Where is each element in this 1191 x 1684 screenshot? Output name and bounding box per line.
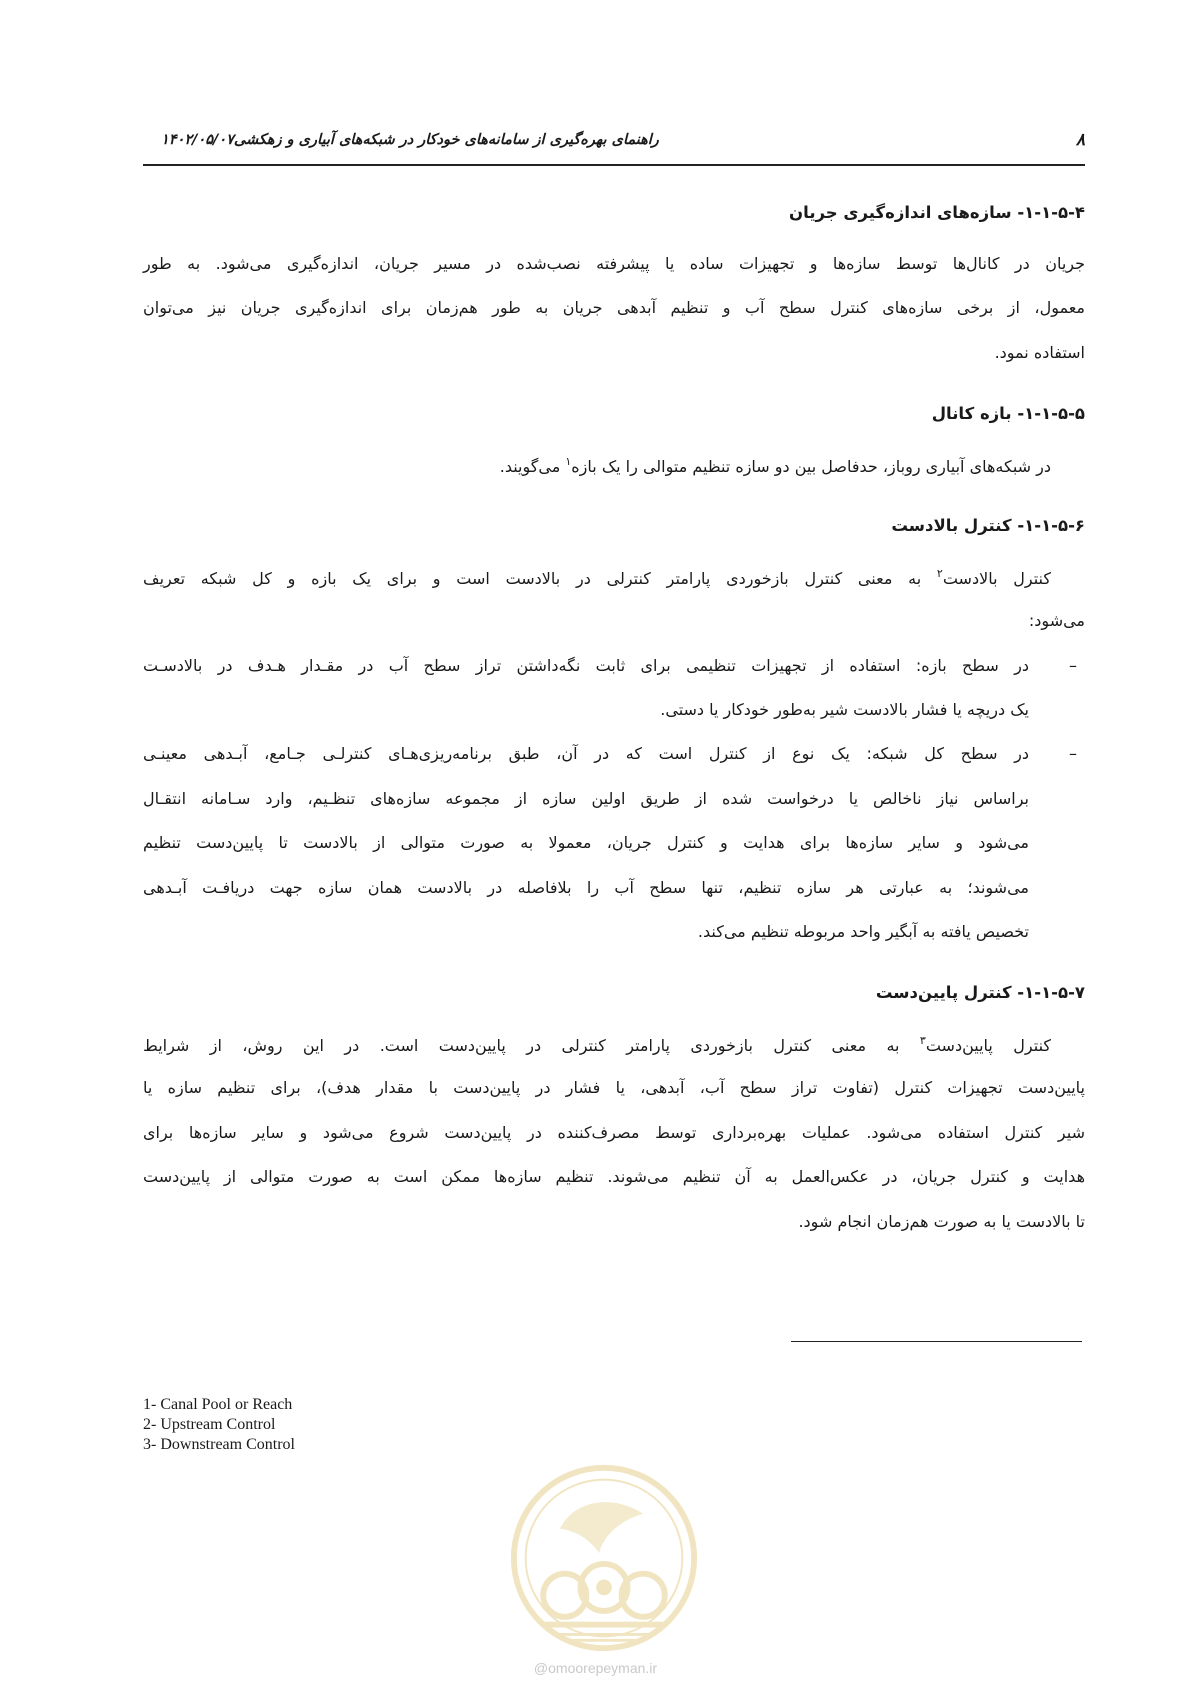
paragraph-text: در شبکه‌های آبیاری روباز، حدفاصل بین دو سازه تنظیم متوالی را یک بازه bbox=[571, 457, 1051, 476]
watermark-logo bbox=[506, 1460, 702, 1656]
document-title: راهنمای بهره‌گیری از سامانه‌های خودکار در شبکه‌های آبیاری و زهکشی bbox=[233, 132, 659, 148]
bullet-line: می‌شوند؛ به عبارتی هر سازه تنظیم، تنها سطح آب را بلافاصله در بالادست همان سازه جهت دریافـت آبـدهی bbox=[143, 878, 1029, 897]
paragraph-line: جریان در کانال‌ها توسط سازه‌ها و تجهیزات ساده یا پیشرفته نصب‌شده در مسیر جریان، اندازه‌گیری می‌شود. به طور bbox=[143, 254, 1085, 273]
footnote-3: 3- Downstream Control bbox=[143, 1436, 295, 1453]
bullet-line: در سطح بازه: استفاده از تجهیزات تنظیمی برای ثابت نگه‌داشتن تراز سطح آب در مقـدار هـدف در بالادسـت bbox=[143, 656, 1029, 675]
page-header bbox=[143, 126, 1085, 166]
footnote-1: 1- Canal Pool or Reach bbox=[143, 1396, 293, 1413]
footnote-ref: ۲ bbox=[936, 567, 943, 580]
paragraph-text: می‌گویند. bbox=[499, 457, 566, 476]
bullet-dash: – bbox=[1069, 656, 1077, 675]
bullet-line: یک دریچه یا فشار بالادست شیر به‌طور خودکار یا دستی. bbox=[660, 700, 1029, 719]
bullet-dash: – bbox=[1069, 744, 1077, 763]
running-title bbox=[143, 132, 659, 148]
paragraph-line: معمول، از برخی سازه‌های کنترل سطح آب و تنظیم آبدهی جریان به طور هم‌زمان برای اندازه‌گیری جریان نیز می‌توان bbox=[143, 298, 1085, 317]
paragraph-line bbox=[143, 1034, 1051, 1055]
paragraph-line: پایین‌دست تجهیزات کنترل (تفاوت تراز سطح آب، آبدهی، یا فشار در پایین‌دست با مقدار هدف)، برای تنظیم سازه یا bbox=[143, 1078, 1085, 1097]
page-number: ۸ bbox=[1075, 130, 1085, 150]
bullet-line: در سطح کل شبکه: یک نوع از کنترل است که در آن، طبق برنامه‌ریزی‌هـای کنترلـی جـامع، آبـدهی معینـی bbox=[143, 744, 1029, 763]
paragraph-text: به معنی کنترل بازخوردی پارامتر کنترلی در پایین‌دست است. در این روش، از شرایط bbox=[143, 1036, 920, 1055]
paragraph-text: به معنی کنترل بازخوردی پارامتر کنترلی در بالادست است و برای یک بازه و کل شبکه تعریف bbox=[143, 569, 937, 588]
paragraph-line bbox=[143, 567, 1051, 588]
section-heading-canal-reach: ۱-۱-۵-۵- بازه کانال bbox=[931, 404, 1085, 423]
bullet-line: براساس نیاز ناخالص یا درخواست شده از طریق اولین سازه از مجموعه سازه‌های تنظـیم، وارد سـامانه انتقـال bbox=[143, 789, 1029, 808]
paragraph-line: می‌شود: bbox=[1028, 611, 1085, 630]
paragraph-text: کنترل بالادست bbox=[942, 569, 1051, 588]
paragraph-line: استفاده نمود. bbox=[994, 343, 1085, 362]
bullet-line: تخصیص یافته به آبگیر واحد مربوطه تنظیم می‌کند. bbox=[697, 922, 1029, 941]
section-heading-upstream-control: ۱-۱-۵-۶- کنترل بالادست bbox=[891, 516, 1085, 535]
section-heading-measurement-structures: ۱-۱-۵-۴- سازه‌های اندازه‌گیری جریان bbox=[789, 203, 1085, 222]
bullet-line: می‌شود و سایر سازه‌ها برای هدایت و کنترل جریان، معمولا به صورت متوالی از بالادست تا پایین‌دست تنظیم bbox=[143, 833, 1029, 852]
paragraph-line: شیر کنترل استفاده می‌شود. عملیات بهره‌برداری توسط مصرف‌کننده در پایین‌دست شروع می‌شود و سایر سازه‌ها برای bbox=[143, 1123, 1085, 1142]
footnote-ref: ۱ bbox=[565, 455, 572, 468]
paragraph-line bbox=[500, 455, 1051, 476]
paragraph-line: تا بالادست یا به صورت هم‌زمان انجام شود. bbox=[798, 1212, 1085, 1231]
footnote-ref: ۳ bbox=[919, 1034, 926, 1047]
footnotes bbox=[143, 1395, 295, 1455]
footnote-2: 2- Upstream Control bbox=[143, 1416, 276, 1433]
watermark-url: @omoorepeyman.ir bbox=[533, 1660, 658, 1676]
paragraph-line: هدایت و کنترل جریان، در عکس‌العمل به آن تنظیم می‌شوند. تنظیم سازه‌ها ممکن است به صورت متوالی از پایین‌دست bbox=[143, 1167, 1085, 1186]
document-date: ۱۴۰۲/۰۵/۰۷ bbox=[161, 132, 234, 148]
footnote-separator bbox=[791, 1341, 1082, 1342]
section-heading-downstream-control: ۱-۱-۵-۷- کنترل پایین‌دست bbox=[875, 983, 1085, 1002]
paragraph-text: کنترل پایین‌دست bbox=[925, 1036, 1052, 1055]
